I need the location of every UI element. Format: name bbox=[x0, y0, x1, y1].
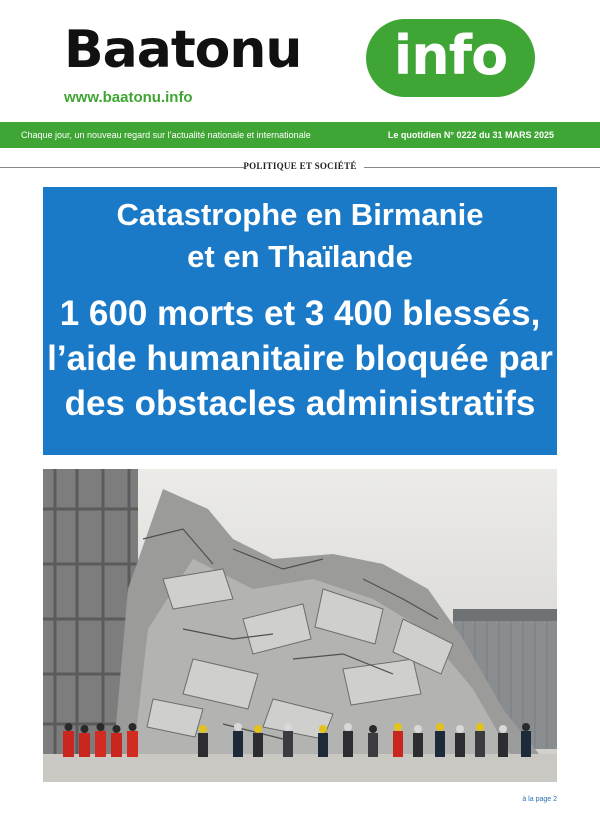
header-bar bbox=[0, 122, 600, 148]
tagline: Chaque jour, un nouveau regard sur l’actualité nationale et internationale bbox=[21, 130, 311, 140]
news-photo bbox=[43, 469, 557, 782]
headline-line-1: Catastrophe en Birmanie bbox=[116, 197, 484, 232]
brand-info-label: info bbox=[393, 23, 508, 87]
headline-line-5: des obstacles administratifs bbox=[64, 384, 536, 423]
headline-line-3: 1 600 morts et 3 400 blessés, bbox=[59, 294, 541, 333]
continued-page-ref[interactable]: à la page 2 bbox=[522, 796, 557, 803]
masthead bbox=[0, 0, 600, 122]
collapsed-building-illustration bbox=[43, 469, 557, 782]
headline-line-2: et en Thaïlande bbox=[187, 239, 413, 274]
section-label: POLITIQUE ET SOCIÉTÉ bbox=[243, 161, 357, 171]
brand-name: Baatonu bbox=[64, 20, 302, 80]
headline-line-4: l’aide humanitaire bloquée par bbox=[47, 339, 553, 378]
headline-box bbox=[43, 187, 557, 455]
site-url[interactable]: www.baatonu.info bbox=[64, 89, 193, 106]
issue-info: Le quotidien N° 0222 du 31 MARS 2025 bbox=[387, 130, 554, 140]
brand-info-pill bbox=[366, 19, 535, 97]
